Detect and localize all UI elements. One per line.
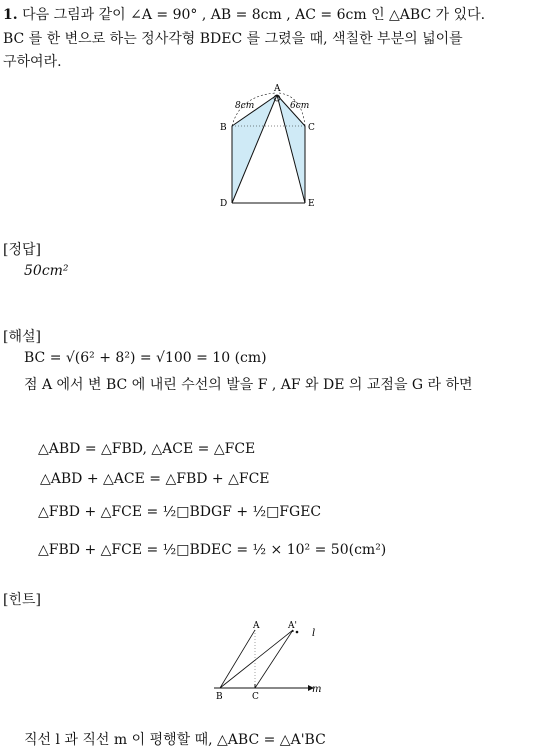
label-C: C (308, 123, 315, 133)
hint-heading: [힌트] (3, 592, 41, 608)
parallel-lines-figure (208, 618, 328, 706)
problem-line-1 (3, 4, 485, 24)
solution-eq-1: △ABD = △FBD, △ACE = △FCE (38, 441, 256, 457)
square-triangle-figure (210, 82, 330, 214)
label-ac-length: 6cm (290, 101, 310, 111)
answer-value: 50cm² (24, 263, 69, 279)
hint-label-A: A (253, 621, 260, 631)
hint-label-C: C (252, 692, 259, 702)
answer-heading: [정답] (3, 242, 41, 258)
label-A: A (274, 84, 281, 94)
problem-line-3: 구하여라. (3, 54, 62, 70)
label-B: B (220, 123, 227, 133)
hint-text: 직선 l 과 직선 m 이 평행할 때, △ABC = △A'BC (24, 732, 326, 748)
solution-desc-line: 점 A 에서 변 BC 에 내린 수선의 발을 F , AF 와 DE 의 교점을 G 라 하면 (24, 377, 473, 393)
problem-line-2: BC 를 한 변으로 하는 정사각형 BDEC 를 그렸을 때, 색칠한 부분의 넓이를 (3, 31, 463, 47)
solution-heading: [해설] (3, 329, 41, 345)
solution-bc-line: BC = √(6² + 8²) = √100 = 10 (cm) (24, 350, 267, 366)
label-ab-length: 8cm (235, 101, 255, 111)
hint-label-B: B (216, 692, 223, 702)
hint-label-m: m (312, 684, 322, 695)
problem-text-1: 다음 그림과 같이 ∠A = 90° , AB = 8cm , AC = 6cm 인 △ABC 가 있다. (22, 7, 486, 23)
solution-eq-3: △FBD + △FCE = ½□BDGF + ½□FGEC (38, 504, 322, 520)
label-E: E (308, 199, 315, 209)
hint-label-A-prime: A' (288, 621, 297, 631)
solution-eq-2: △ABD + △ACE = △FBD + △FCE (40, 471, 270, 487)
hint-label-l: l (312, 628, 316, 639)
label-D: D (220, 199, 228, 209)
problem-number: 1. (3, 7, 18, 23)
solution-eq-4: △FBD + △FCE = ½□BDEC = ½ × 10² = 50(cm²) (38, 542, 387, 558)
